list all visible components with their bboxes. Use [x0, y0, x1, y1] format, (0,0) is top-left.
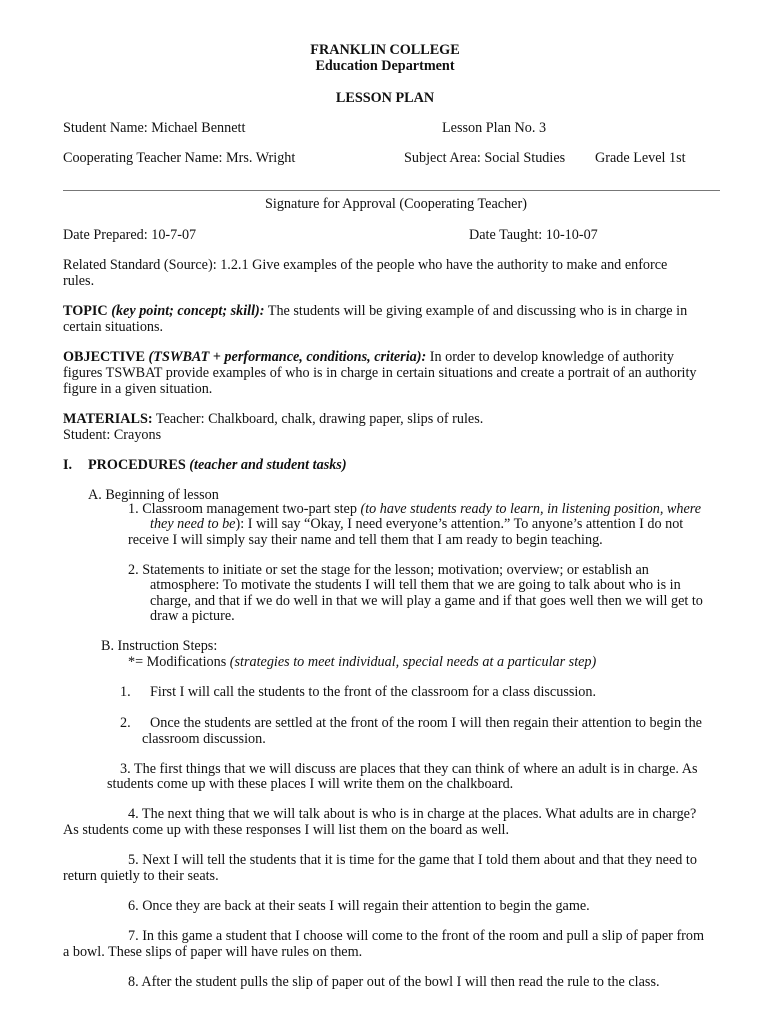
- topic-text-cont: certain situations.: [63, 319, 164, 335]
- objective-text-cont-2: figure in a given situation.: [63, 381, 213, 397]
- b2-line2: classroom discussion.: [142, 731, 266, 747]
- materials-teacher: Teacher: Chalkboard, chalk, drawing paper, slips of rules.: [152, 411, 484, 427]
- b1-text: First I will call the students to the front of the classroom for a class discussion.: [150, 684, 597, 700]
- objective-qualifier: (TSWBAT + performance, conditions, criteria):: [145, 349, 427, 365]
- a1-italic-cont: they need to be: [150, 516, 236, 532]
- b5-line2: return quietly to their seats.: [63, 868, 219, 884]
- materials-line: [63, 411, 483, 427]
- a1-line2: [150, 516, 683, 532]
- b2-number: 2.: [120, 715, 131, 731]
- objective-text: In order to develop knowledge of authority: [426, 349, 675, 365]
- b1-number: 1.: [120, 684, 131, 700]
- b4-line1: 4. The next thing that we will talk about is who is in charge at the places. What adults are in charge?: [128, 806, 697, 822]
- procedures-heading: [88, 457, 347, 473]
- a1-italic: (to have students ready to learn, in listening position, where: [360, 501, 702, 517]
- b7-line1: 7. In this game a student that I choose will come to the front of the room and pull a slip of paper from: [128, 928, 705, 944]
- subject-area: Subject Area: Social Studies: [404, 150, 566, 166]
- a2-line3: charge, and that if we do well in that we will play a game and if that goes well then we will get to: [150, 593, 703, 609]
- modifications-line: [128, 654, 596, 670]
- lesson-plan-number: Lesson Plan No. 3: [442, 120, 547, 136]
- b7-line2: a bowl. These slips of paper will have rules on them.: [63, 944, 363, 960]
- date-taught: Date Taught: 10-10-07: [469, 227, 598, 243]
- procedures-qualifier: (teacher and student tasks): [185, 457, 347, 473]
- topic-label: TOPIC: [63, 303, 108, 319]
- a1-line1: [128, 501, 701, 517]
- section-a-heading: A. Beginning of lesson: [88, 487, 219, 503]
- materials-label: MATERIALS:: [63, 411, 153, 427]
- a2-line4: draw a picture.: [150, 608, 235, 624]
- related-standard: Related Standard (Source): 1.2.1 Give examples of the people who have the authority to make and enforce: [63, 257, 668, 273]
- related-standard-cont: rules.: [63, 273, 95, 289]
- b2-line1: Once the students are settled at the front of the room I will then regain their attention to begin the: [150, 715, 702, 731]
- objective-label: OBJECTIVE: [63, 349, 145, 365]
- b4-line2: As students come up with these responses I will list them on the board as well.: [63, 822, 510, 838]
- topic-line: [63, 303, 687, 319]
- objective-text-cont: figures TSWBAT provide examples of who is in charge in certain situations and create a portrait of an authority: [63, 365, 697, 381]
- topic-qualifier: (key point; concept; skill):: [107, 303, 265, 319]
- b3-line1: 3. The first things that we will discuss are places that they can think of where an adult is in charge. As: [120, 761, 698, 777]
- department-name: Education Department: [315, 58, 455, 74]
- document-title: LESSON PLAN: [335, 90, 435, 106]
- signature-line: [63, 190, 720, 191]
- a1-text: 1. Classroom management two-part step: [128, 501, 361, 517]
- topic-text: The students will be giving example of and discussing who is in charge in: [264, 303, 688, 319]
- date-prepared: Date Prepared: 10-7-07: [63, 227, 197, 243]
- modifications-text: *= Modifications: [128, 654, 230, 670]
- college-name: FRANKLIN COLLEGE: [310, 42, 460, 58]
- procedures-number: I.: [63, 457, 73, 473]
- a1-text-cont: ): I will say “Okay, I need everyone’s attention.” To anyone’s attention I do not: [235, 516, 684, 532]
- signature-label: Signature for Approval (Cooperating Teacher): [265, 196, 527, 212]
- grade-level: Grade Level 1st: [595, 150, 686, 166]
- cooperating-teacher-name: Cooperating Teacher Name: Mrs. Wright: [63, 150, 296, 166]
- b8-text: 8. After the student pulls the slip of paper out of the bowl I will then read the rule to the class.: [128, 974, 660, 990]
- section-b-heading: B. Instruction Steps:: [101, 638, 218, 654]
- a1-line3: receive I will simply say their name and tell them that I am ready to begin teaching.: [128, 532, 603, 548]
- objective-line: [63, 349, 674, 365]
- b5-line1: 5. Next I will tell the students that it is time for the game that I told them about and that they need to: [128, 852, 697, 868]
- materials-student: Student: Crayons: [63, 427, 162, 443]
- a2-line1: 2. Statements to initiate or set the stage for the lesson; motivation; overview; or establish an: [128, 562, 649, 578]
- procedures-heading-label: PROCEDURES: [88, 457, 186, 473]
- b3-line2: students come up with these places I will write them on the chalkboard.: [107, 776, 514, 792]
- b6-text: 6. Once they are back at their seats I will regain their attention to begin the game.: [128, 898, 590, 914]
- a2-line2: atmosphere: To motivate the students I will tell them that we are going to talk about who is in: [150, 577, 681, 593]
- student-name: Student Name: Michael Bennett: [63, 120, 246, 136]
- modifications-italic: (strategies to meet individual, special needs at a particular step): [229, 654, 597, 670]
